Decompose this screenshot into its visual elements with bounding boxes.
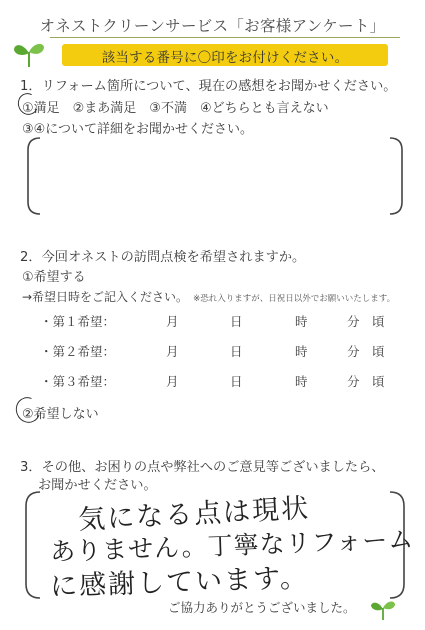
q3-answer-line: に感謝しています。 [49, 562, 310, 603]
instruction-banner-text: 該当する番号に〇印をお付けください。 [101, 50, 349, 66]
wish-day[interactable]: 日 [230, 314, 243, 329]
wish-hour[interactable]: 時 [295, 344, 308, 359]
thanks-message: ご協力ありがとうございました。 [168, 600, 356, 615]
wish-day[interactable]: 日 [230, 374, 243, 389]
sprout-icon [12, 38, 46, 68]
q2-date-prompt: →希望日時をご記入ください。 [22, 290, 189, 304]
wish-approx: 頃 [372, 314, 385, 329]
wish-day[interactable]: 日 [230, 344, 243, 359]
title-underline [50, 37, 400, 38]
wish-minute[interactable]: 分 [347, 374, 360, 389]
q1-question: 1．リフォーム箇所について、現在の感想をお聞かせください。 [20, 79, 397, 94]
q3-question-line1: 3．その他、お困りの点や弊社へのご意見等ございましたら、 [20, 460, 385, 475]
wish-approx: 頃 [372, 344, 385, 359]
q1-detail-prompt: ③④について詳細をお聞かせください。 [22, 122, 254, 137]
q1-options: ①満足 ②まあ満足 ③不満 ④どちらとも言えない [22, 101, 329, 116]
wish-month[interactable]: 月 [166, 374, 179, 389]
q3-answer-line: ありません。丁寧なリフォーム [49, 524, 415, 567]
wish-row-2 [0, 342, 425, 362]
wish-hour[interactable]: 時 [295, 374, 308, 389]
q2-date-prompt-line [22, 286, 395, 305]
q1-answer-text [40, 150, 390, 200]
wish-label: ・第１希望： [40, 314, 116, 329]
wish-label: ・第２希望： [40, 344, 116, 359]
wish-row-3 [0, 372, 425, 392]
wish-hour[interactable]: 時 [295, 314, 308, 329]
wish-month[interactable]: 月 [166, 344, 179, 359]
wish-approx: 頃 [372, 374, 385, 389]
q2-option-yes: ①希望する [22, 270, 86, 285]
survey-title: オネストクリーンサービス「お客様アンケート」 [39, 17, 386, 35]
q2-question: 2．今回オネストの訪問点検を希望されますか。 [20, 250, 306, 265]
wish-minute[interactable]: 分 [347, 314, 360, 329]
wish-month[interactable]: 月 [166, 314, 179, 329]
wish-minute[interactable]: 分 [347, 344, 360, 359]
wish-label: ・第３希望： [40, 374, 116, 389]
q2-option-no: ②希望しない [22, 407, 99, 422]
sprout-icon [370, 597, 396, 621]
q3-question-line2: お聞かせください。 [38, 478, 157, 493]
q2-date-note: ※恐れ入りますが、日祝日以外でお願いいたします。 [193, 294, 396, 304]
wish-row-1 [0, 312, 425, 332]
q3-answer-line: 気になる点は現状 [77, 492, 311, 537]
